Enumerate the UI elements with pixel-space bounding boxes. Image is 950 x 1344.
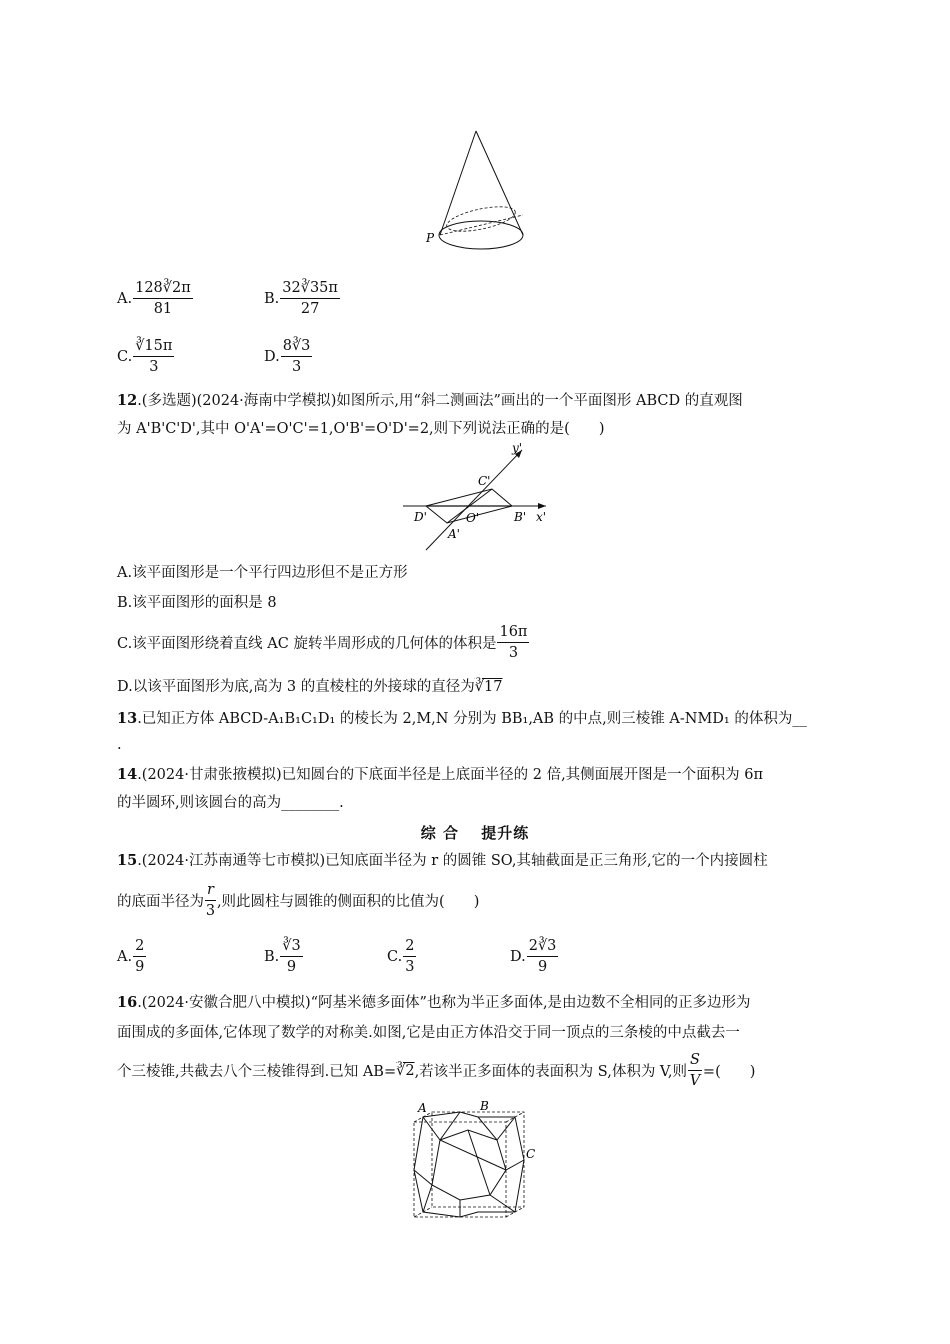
q12-option-d[interactable] (117, 676, 502, 698)
q15-stem-line2 (117, 880, 479, 921)
cone-label-p: P (426, 231, 435, 245)
label-y-axis: y' (512, 441, 523, 455)
fraction-numerator: r (205, 880, 216, 901)
oblique-drawing-figure (398, 440, 558, 555)
q16-stem-line2: 面围成的多面体,它体现了数学的对称美.如图,它是由正方体沿交于同一顶点的三条棱的中点截去一 (117, 1025, 740, 1041)
cone-figure (420, 125, 540, 260)
option-letter: B. (264, 948, 280, 965)
section-heading: 综 合 提升练 (420, 824, 530, 842)
fraction-denominator: 9 (135, 959, 145, 975)
q12-option-c[interactable] (117, 622, 530, 663)
question-number: 16 (117, 994, 138, 1011)
q12-stem-line2: 为 A'B'C'D',其中 O'A'=O'C'=1,O'B'=O'D'=2,则下列说法正确的是( ) (117, 421, 605, 437)
fraction-denominator: 3 (508, 645, 519, 661)
q11-option-c[interactable] (117, 336, 175, 377)
q16-stem-line1 (117, 992, 751, 1014)
fraction-denominator: 9 (286, 959, 297, 975)
q11-option-d[interactable] (264, 336, 313, 377)
q13-stem-line2: . (117, 737, 122, 753)
option-letter: C. (387, 948, 403, 965)
q12-stem-line1 (117, 390, 743, 412)
fraction-denominator: 3 (205, 903, 216, 919)
fraction-denominator: 3 (405, 959, 415, 975)
label-a: A' (448, 527, 460, 541)
q12-option-b[interactable]: B.该平面图形的面积是 8 (117, 595, 277, 611)
stem-text: 个三棱锥,共截去八个三棱锥得到.已知 AB= (117, 1064, 397, 1080)
stem-text: 的底面半径为 (117, 894, 204, 910)
q14-stem-line2: 的半圆环,则该圆台的高为________. (117, 795, 344, 811)
fraction-numerator: S (688, 1050, 702, 1071)
option-letter: A. (117, 948, 133, 965)
radical: ∛17 (474, 679, 503, 695)
stem-text: .(2024·甘肃张掖模拟)已知圆台的下底面半径是上底面半径的 2 倍,其侧面展开图是一个面积为 6π (137, 767, 764, 783)
fraction-numerator: 8∛3 (281, 336, 313, 357)
q15-option-c[interactable] (387, 936, 417, 977)
label-d: D' (414, 510, 427, 524)
q12-option-a[interactable]: A.该平面图形是一个平行四边形但不是正方形 (117, 565, 408, 581)
q15-option-d[interactable] (510, 936, 559, 977)
q11-option-a[interactable] (117, 278, 194, 319)
option-letter: D. (264, 348, 280, 365)
q14-stem-line1 (117, 764, 763, 786)
fraction-denominator: 9 (537, 959, 548, 975)
fraction-denominator: 3 (291, 359, 302, 375)
option-letter: B. (264, 290, 280, 307)
stem-text: .(多选题)(2024·海南中学模拟)如图所示,用“斜二测画法”画出的一个平面图形 ABCD 的直观图 (137, 393, 743, 409)
label-c: C (526, 1147, 536, 1161)
q16-stem-line3 (117, 1050, 755, 1091)
stem-text: .(2024·安徽合肥八中模拟)“阿基米德多面体”也称为半正多面体,是由边数不全相同的正多边形为 (137, 995, 751, 1011)
fraction-denominator: V (689, 1073, 701, 1089)
stem-text: ,若该半正多面体的表面积为 S,体积为 V,则 (414, 1064, 687, 1080)
fraction-numerator: 2∛3 (527, 936, 559, 957)
fraction-numerator: ∛3 (280, 936, 302, 957)
option-letter: C. (117, 348, 133, 365)
label-o: O' (466, 511, 480, 525)
radical: ∛2 (396, 1062, 415, 1079)
option-letter: A. (117, 290, 133, 307)
label-b: B' (514, 510, 527, 524)
q15-option-a[interactable] (117, 936, 147, 977)
fraction-numerator: 32∛35π (280, 278, 340, 299)
option-text: C.该平面图形绕着直线 AC 旋转半周形成的几何体的体积是 (117, 636, 497, 652)
q15-option-b[interactable] (264, 936, 304, 977)
question-number: 15 (117, 852, 138, 869)
fraction-numerator: 2 (133, 936, 146, 957)
q11-option-b[interactable] (264, 278, 341, 319)
stem-text: ,则此圆柱与圆锥的侧面积的比值为( ) (216, 894, 480, 910)
label-c: C' (478, 474, 491, 488)
option-text: D.以该平面图形为底,高为 3 的直棱柱的外接球的直径为 (117, 679, 475, 695)
q15-stem-line1 (117, 850, 768, 872)
question-number: 12 (117, 392, 138, 409)
fraction-denominator: 81 (153, 301, 173, 317)
question-number: 13 (117, 710, 138, 727)
label-x-axis: x' (536, 510, 547, 524)
question-number: 14 (117, 766, 138, 783)
label-b: B (480, 1100, 489, 1113)
stem-text: =( ) (702, 1064, 756, 1080)
option-letter: D. (510, 948, 526, 965)
stem-text: .已知正方体 ABCD-A₁B₁C₁D₁ 的棱长为 2,M,N 分别为 BB₁,AB 的中点,则三棱锥 A-NMD₁ 的体积为__ (137, 711, 807, 727)
fraction-numerator: ∛15π (133, 336, 174, 357)
fraction-denominator: 3 (149, 359, 159, 375)
stem-text: .(2024·江苏南通等七市模拟)已知底面半径为 r 的圆锥 SO,其轴截面是正三角形,它的一个内接圆柱 (137, 853, 768, 869)
q13-stem-line1 (117, 708, 807, 730)
archimedean-solid-figure (410, 1100, 540, 1225)
fraction-numerator: 16π (497, 622, 529, 643)
fraction-denominator: 27 (300, 301, 320, 317)
fraction-numerator: 2 (403, 936, 416, 957)
fraction-numerator: 128∛2π (133, 278, 193, 299)
label-a: A (418, 1101, 427, 1115)
